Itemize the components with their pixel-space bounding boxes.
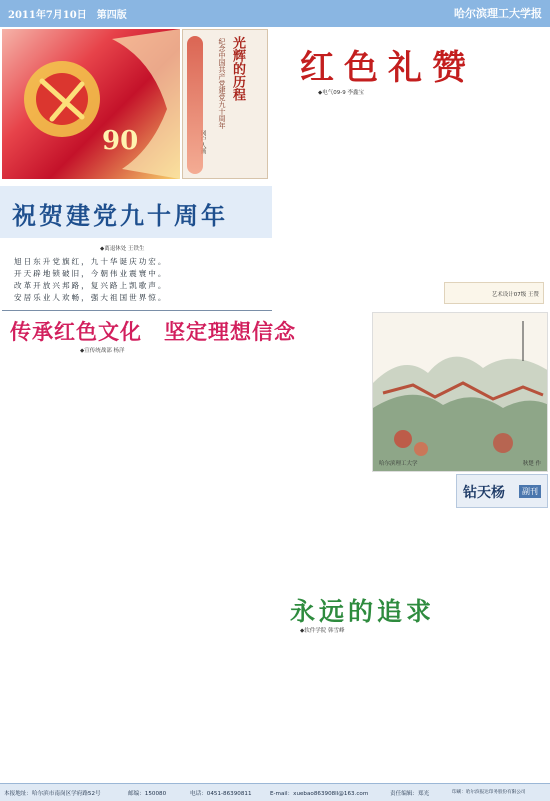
poem-line: 旭日东升党旗红，九十华诞庆功宏。 (14, 257, 168, 266)
zhuhe-byline: ◆离退休处 王铁生 (100, 246, 145, 252)
anniversary-artwork (2, 29, 180, 179)
poem-line: 开天辟地锁破旧，今朝伟业震寰中。 (14, 269, 168, 278)
hongse-body-col3 (442, 98, 546, 278)
column-title: 钻天杨 (463, 485, 505, 501)
paper-name: 哈尔滨理工大学报 (454, 7, 542, 20)
chuancheng-byline: ◆宣传统战部 杨洋 (80, 348, 125, 354)
hongse-title: 红色礼赞 (300, 48, 476, 88)
footer-printer: 印刷：哈尔滨报达印务股份有限公司 (452, 790, 526, 795)
hongse-signature: 艺术设计07级 王赞 (491, 292, 539, 298)
column-label: 副刊 (519, 485, 541, 498)
intro-subtitle: 纪念中国共产党建党九十周年 (218, 38, 226, 129)
intro-panel (182, 29, 268, 179)
intro-title: 光辉的历程 (230, 36, 245, 101)
red-ribbon-decoration (187, 36, 203, 174)
yongyuan-byline: ◆软件学院 韩雪峰 (300, 628, 345, 634)
painting-credit: 秋楚 作 (522, 461, 541, 467)
poem-line: 改革开放兴邦路，复兴路上凯歌声。 (14, 281, 168, 290)
poem-line: 安居乐业人欢畅，强大祖国世界惊。 (14, 293, 168, 302)
yongyuan-body-col2 (462, 512, 548, 782)
yongyuan-body-col1 (276, 636, 458, 782)
hongse-body-col2 (360, 98, 438, 303)
footer-editor: 责任编辑：郑光 (390, 791, 430, 797)
masthead-bar (0, 0, 550, 27)
chuancheng-body-left (4, 358, 270, 780)
yongyuan-title: 永远的追求 (290, 597, 436, 626)
party-anniversary-image (2, 29, 180, 179)
hongse-byline: ◆电气09-9 李鑫宝 (318, 90, 364, 96)
footer-phone: 电话：0451-86390811 (190, 791, 252, 797)
footer-address: 本报地址：哈尔滨市南岗区学府路52号 (4, 791, 101, 797)
chuancheng-body-right (276, 314, 368, 472)
hongse-body-col1 (278, 98, 356, 303)
painting-caption: 哈尔滨理工大学 (379, 461, 418, 467)
divider (2, 310, 272, 311)
footer-postcode: 邮编：150080 (128, 791, 167, 797)
chuancheng-body-bottom (276, 476, 452, 584)
zhuhe-banner (0, 186, 272, 238)
zhuhe-title: 祝贺建党九十周年 (12, 201, 228, 230)
chuancheng-title: 传承红色文化 坚定理想信念 (10, 319, 296, 344)
svg-text:90: 90 (102, 126, 139, 156)
landscape-painting (372, 312, 548, 472)
footer-bar (0, 783, 550, 801)
zhuhe-poem (14, 256, 268, 304)
hongse-calligraphy (444, 282, 544, 304)
column-header (456, 474, 548, 508)
footer-email: E-mail：xuebao863908ll@163.com (270, 791, 369, 797)
great-wall-painting (373, 313, 548, 472)
issue-date: 2011年7月10日 第四版 (8, 10, 127, 21)
